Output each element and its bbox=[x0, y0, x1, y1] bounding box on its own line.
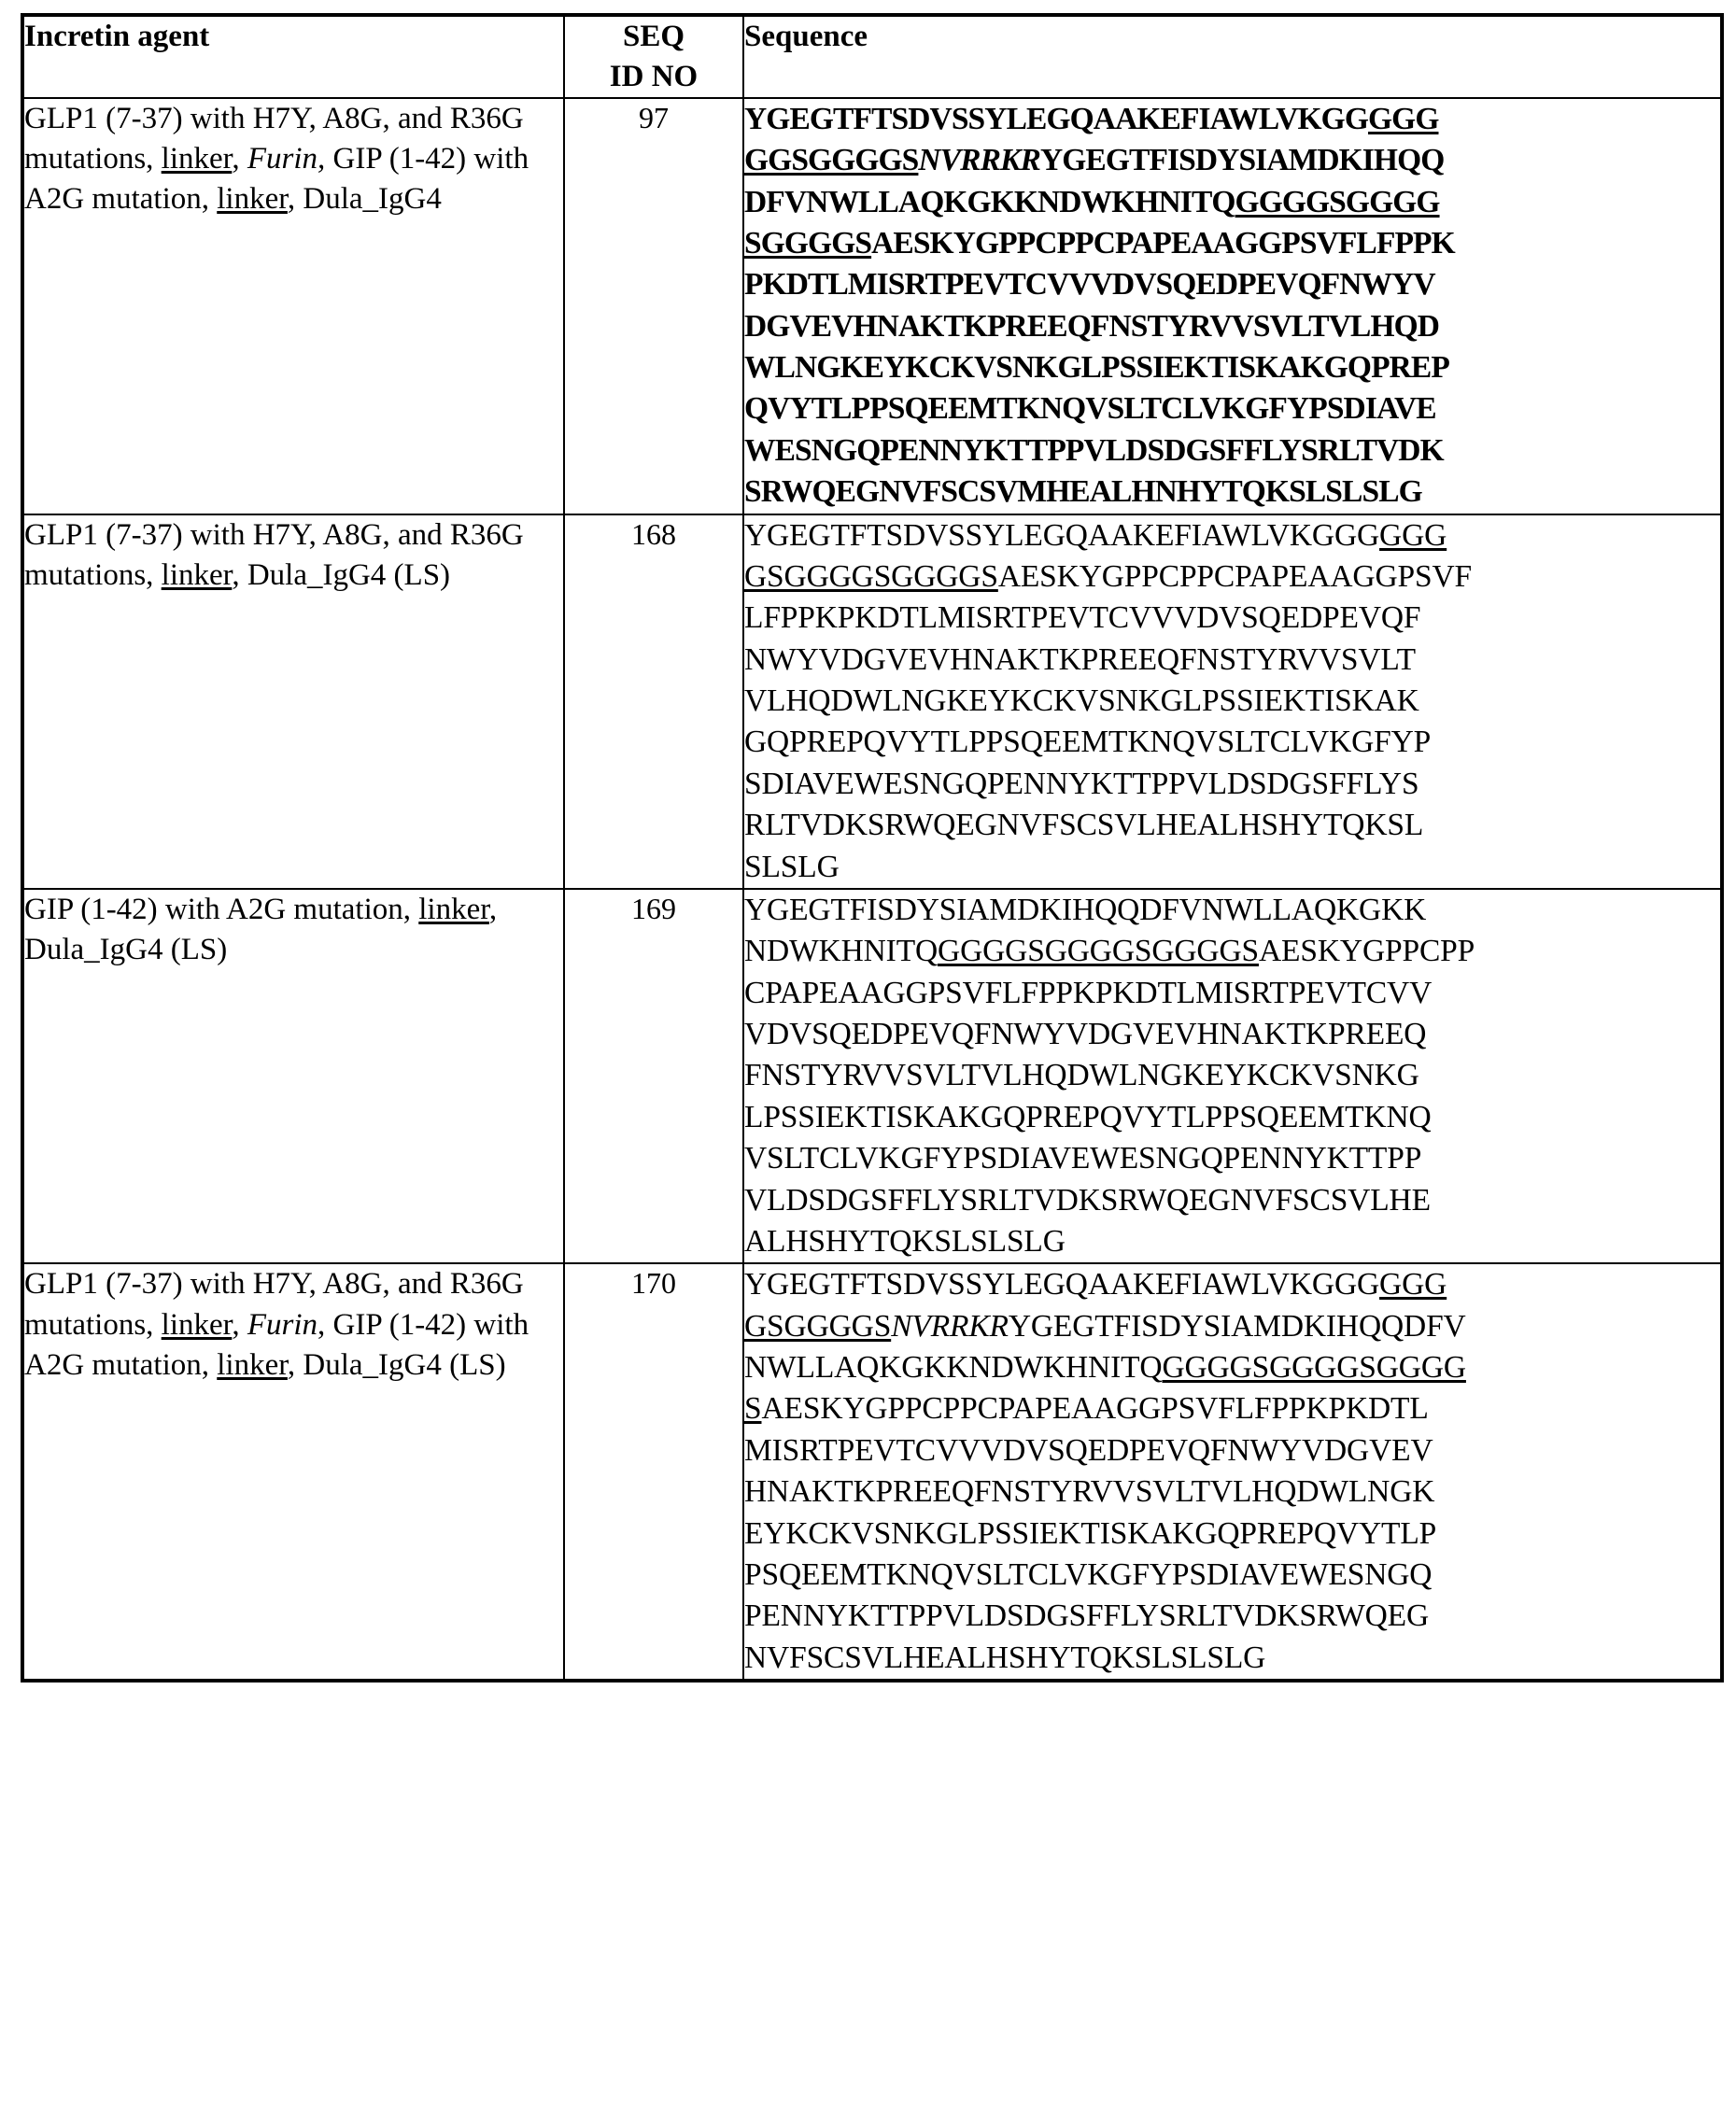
agent-text-segment: GLP1 (7-37) with H7Y, A8G, and R36G mutations, bbox=[24, 517, 524, 592]
sequence-segment: SGGGGS bbox=[744, 225, 872, 260]
sequence-cell bbox=[743, 1263, 1722, 1681]
sequence-segment: NVFSCSVLHEALHSHYTQKSLSLSLG bbox=[744, 1640, 1266, 1675]
sequence-table bbox=[21, 13, 1724, 1682]
table-row bbox=[22, 1263, 1722, 1681]
seq-id-cell: 170 bbox=[564, 1263, 743, 1681]
sequence-segment: GSGGGGSGGGGS bbox=[744, 558, 998, 594]
table-row bbox=[22, 514, 1722, 889]
sequence-line bbox=[744, 182, 1720, 223]
sequence-line bbox=[744, 722, 1720, 763]
sequence-line bbox=[744, 99, 1720, 140]
incretin-agent-cell bbox=[22, 1263, 564, 1681]
sequence-line bbox=[744, 264, 1720, 305]
sequence-line bbox=[744, 388, 1720, 429]
agent-text-segment: linker bbox=[418, 892, 489, 926]
sequence-segment: S bbox=[744, 1391, 762, 1427]
agent-text-segment: GIP (1-42) with A2G mutation, bbox=[24, 892, 419, 926]
agent-text-segment: , GIP (1-42) with A2G mutation, bbox=[24, 1307, 529, 1382]
sequence-segment: PSQEEMTKNQVSLTCLVKGFYPSDIAVEWESNGQ bbox=[744, 1556, 1433, 1592]
agent-text-segment: , Dula_IgG4 bbox=[287, 182, 442, 217]
sequence-segment: NVRRKR bbox=[891, 1308, 1009, 1344]
agent-text-segment: GIP (1-42) with A2G mutation, bbox=[24, 142, 529, 217]
sequence-line bbox=[744, 223, 1720, 264]
sequence-line bbox=[744, 1055, 1720, 1096]
sequence-line bbox=[744, 556, 1720, 598]
sequence-line bbox=[744, 931, 1720, 972]
sequence-segment: AESKYGPPCPPCPAPEAAGGPSVFLFPPKPKDTL bbox=[761, 1391, 1429, 1427]
sequence-segment: AESKYGPPCPPCPAPEAAGGPSVF bbox=[997, 558, 1473, 594]
sequence-segment: GEGTFISDYSIAMDKIHQQ bbox=[1062, 143, 1445, 178]
sequence-segment: G bbox=[1344, 101, 1368, 136]
sequence-line bbox=[744, 973, 1720, 1014]
sequence-cell bbox=[743, 889, 1722, 1263]
sequence-segment: WESNGQPENNYKTTPPVLDSDGSFFLYSRLTVDK bbox=[744, 432, 1444, 468]
sequence-line bbox=[744, 1347, 1720, 1388]
sequence-line bbox=[744, 430, 1720, 472]
sequence-cell bbox=[743, 514, 1722, 889]
sequence-segment: NWLLAQKGKKNDWKHNITQ bbox=[744, 1350, 1163, 1386]
sequence-segment: QVYTLPPSQEEMTKNQVSLTCLVKGFYPSDIAVE bbox=[744, 391, 1436, 427]
sequence-segment: YGEGTFISDYSIAMDKIHQQDFV bbox=[1008, 1308, 1466, 1344]
sequence-segment: NDWKHNITQ bbox=[744, 934, 939, 969]
sequence-segment: NWYVDGVEVHNAKTKPREEQFNSTYRVVSVLT bbox=[744, 641, 1416, 677]
sequence-line bbox=[744, 847, 1720, 888]
sequence-segment: AESKYGPPCPPCPAPEAAGGPSVFLFPPK bbox=[871, 225, 1455, 260]
sequence-line bbox=[744, 1014, 1720, 1055]
sequence-segment: MISRTPEVTCVVVDVSQEDPEVQFNWYVDGVEV bbox=[744, 1432, 1433, 1468]
sequence-line bbox=[744, 1264, 1720, 1305]
sequence-segment: LFPPKPKDTLMISRTPEVTCVVVDVSQEDPEVQF bbox=[744, 600, 1421, 636]
table-header bbox=[22, 15, 1722, 98]
sequence-line bbox=[744, 805, 1720, 846]
sequence-segment: GEGTFTSDVSSYLEGQAAKEFIAWLVKG bbox=[766, 101, 1345, 136]
sequence-line bbox=[744, 640, 1720, 681]
sequence-line bbox=[744, 1306, 1720, 1347]
sequence-segment: GGGGSGGGGSGGGGS bbox=[938, 934, 1260, 969]
sequence-segment: VLHQDWLNGKEYKCKVSNKGLPSSIEKTISKAK bbox=[744, 683, 1419, 719]
sequence-line bbox=[744, 1514, 1720, 1555]
agent-text-segment: linker bbox=[217, 182, 288, 217]
sequence-line bbox=[744, 515, 1720, 556]
sequence-segment: DFVNWLLAQKGKKNDWKHNITQ bbox=[744, 184, 1235, 219]
sequence-line bbox=[744, 681, 1720, 722]
agent-text-segment: GLP1 (7-37) with H7Y, A8G, and R36G mutations, bbox=[24, 1267, 524, 1342]
sequence-segment: Y bbox=[1039, 143, 1063, 178]
incretin-agent-cell bbox=[22, 514, 564, 889]
sequence-segment: WLNGKEYKCKVSNKGLPSSIEKTISKAKGQPREP bbox=[744, 350, 1449, 386]
agent-text-segment: , Dula_IgG4 (LS) bbox=[232, 557, 451, 592]
sequence-segment: GGGGSGGGGSGGGG bbox=[1162, 1350, 1466, 1386]
sequence-line bbox=[744, 306, 1720, 347]
agent-text-segment: , bbox=[232, 142, 247, 176]
sequence-line bbox=[744, 347, 1720, 388]
agent-text-segment: linker bbox=[217, 1347, 288, 1382]
agent-text-segment: , bbox=[232, 1307, 247, 1342]
sequence-line bbox=[744, 1555, 1720, 1596]
sequence-line bbox=[744, 1388, 1720, 1429]
sequence-segment: AESKYGPPCPP bbox=[1259, 934, 1475, 969]
column-header-sequence: Sequence bbox=[743, 15, 1722, 98]
agent-text-segment: linker bbox=[161, 1307, 233, 1342]
sequence-segment: GGG bbox=[1368, 101, 1439, 136]
sequence-segment: VDVSQEDPEVQFNWYVDGVEVHNAKTKPREEQ bbox=[744, 1017, 1427, 1052]
sequence-line bbox=[744, 764, 1720, 805]
header-row bbox=[22, 15, 1722, 98]
sequence-line bbox=[744, 472, 1720, 513]
sequence-segment: GGG bbox=[1379, 517, 1447, 553]
incretin-agent-cell bbox=[22, 98, 564, 514]
sequence-segment: LPSSIEKTISKAKGQPREPQVYTLPPSQEEMTKNQ bbox=[744, 1099, 1432, 1134]
sequence-segment: PENNYKTTPPVLDSDGSFFLYSRLTVDKSRWQEG bbox=[744, 1598, 1430, 1634]
column-header-seq-id-line1: SEQ bbox=[622, 20, 685, 53]
sequence-segment: SDIAVEWESNGQPENNYKTTPPVLDSDGSFFLYS bbox=[744, 766, 1419, 801]
incretin-agent-cell bbox=[22, 889, 564, 1263]
sequence-segment: HNAKTKPREEQFNSTYRVVSVLTVLHQDWLNGK bbox=[744, 1474, 1435, 1510]
column-header-seq-id-line2: ID NO bbox=[609, 59, 699, 93]
sequence-segment: DGVEVHNAKTKPREEQFNSTYRVVSVLTVLHQD bbox=[744, 308, 1440, 344]
sequence-segment: GGGGSGGGG bbox=[1235, 184, 1440, 219]
sequence-segment: SRWQEGNVFSCSVMHEALHNHYTQKSLSLSLG bbox=[744, 474, 1422, 510]
sequence-line bbox=[744, 1638, 1720, 1679]
sequence-segment: GQPREPQVYTLPPSQEEMTKNQVSLTCLVKGFYP bbox=[744, 725, 1432, 760]
agent-text-segment: GLP1 (7-37) with H7Y, A8G, and R36G mutations, bbox=[24, 101, 524, 176]
sequence-segment: CPAPEAAGGPSVFLFPPKPKDTLMISRTPEVTCVV bbox=[744, 975, 1433, 1010]
seq-id-cell: 97 bbox=[564, 98, 743, 514]
sequence-segment: SLSLG bbox=[744, 849, 840, 884]
sequence-segment: GGG bbox=[1379, 1267, 1447, 1302]
sequence-line bbox=[744, 140, 1720, 181]
agent-text-segment: , Dula_IgG4 (LS) bbox=[24, 892, 498, 967]
sequence-line bbox=[744, 1138, 1720, 1179]
column-header-seq-id-no bbox=[564, 15, 743, 98]
sequence-line bbox=[744, 1097, 1720, 1138]
sequence-line bbox=[744, 1221, 1720, 1262]
sequence-segment: Y bbox=[744, 101, 767, 136]
sequence-cell bbox=[743, 98, 1722, 514]
table-row bbox=[22, 889, 1722, 1263]
sequence-segment: GGSGGGGS bbox=[744, 143, 919, 178]
sequence-line bbox=[744, 1596, 1720, 1637]
table-body bbox=[22, 98, 1722, 1681]
sequence-segment: VSLTCLVKGFYPSDIAVEWESNGQPENNYKTTPP bbox=[744, 1141, 1422, 1176]
sequence-line bbox=[744, 890, 1720, 931]
agent-text-segment: , Dula_IgG4 (LS) bbox=[287, 1347, 506, 1382]
sequence-segment: PKDTLMISRTPEVTCVVVDVSQEDPEVQFNWYV bbox=[744, 267, 1435, 303]
sequence-line bbox=[744, 1180, 1720, 1221]
sequence-segment: YGEGTFTSDVSSYLEGQAAKEFIAWLVKGGG bbox=[744, 517, 1380, 553]
sequence-segment: YGEGTFISDYSIAMDKIHQQDFVNWLLAQKGKK bbox=[744, 892, 1427, 927]
sequence-segment: EYKCKVSNKGLPSSIEKTISKAKGQPREPQVYTLP bbox=[744, 1515, 1437, 1551]
column-header-incretin-agent: Incretin agent bbox=[22, 15, 564, 98]
table-row bbox=[22, 98, 1722, 514]
sequence-segment: YGEGTFTSDVSSYLEGQAAKEFIAWLVKGGG bbox=[744, 1267, 1380, 1302]
seq-id-cell: 168 bbox=[564, 514, 743, 889]
sequence-line bbox=[744, 1471, 1720, 1513]
agent-text-segment: linker bbox=[161, 557, 233, 592]
sequence-line bbox=[744, 1430, 1720, 1471]
sequence-line bbox=[744, 598, 1720, 639]
sequence-segment: ALHSHYTQKSLSLSLG bbox=[744, 1223, 1066, 1259]
sequence-segment: VLDSDGSFFLYSRLTVDKSRWQEGNVFSCSVLHE bbox=[744, 1182, 1431, 1218]
agent-text-segment: Furin bbox=[247, 1307, 318, 1342]
sequence-segment: RLTVDKSRWQEGNVFSCSVLHEALHSHYTQKSL bbox=[744, 808, 1424, 843]
agent-text-segment: Furin, bbox=[247, 142, 326, 176]
agent-text-segment: linker bbox=[161, 142, 233, 176]
seq-id-cell: 169 bbox=[564, 889, 743, 1263]
sequence-segment: FNSTYRVVSVLTVLHQDWLNGKEYKCKVSNKG bbox=[744, 1058, 1419, 1093]
sequence-segment: GSGGGGS bbox=[744, 1308, 892, 1344]
sequence-segment: NVRRKR bbox=[918, 143, 1040, 178]
